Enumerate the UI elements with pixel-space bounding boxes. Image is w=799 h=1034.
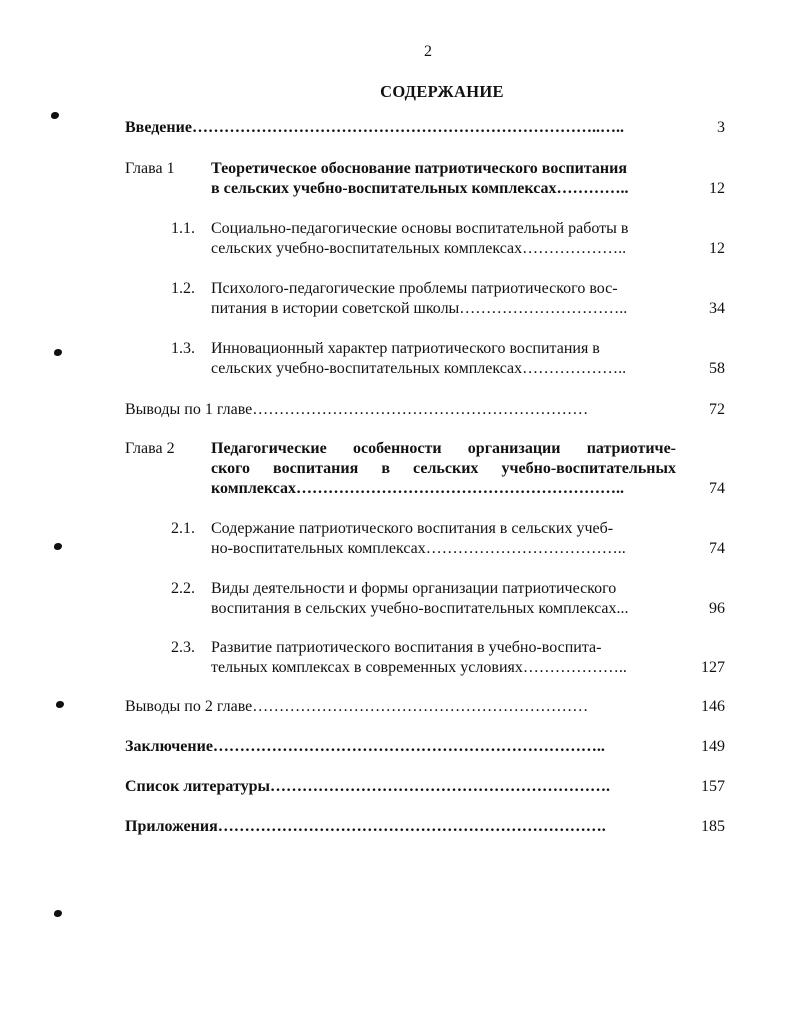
- chapter-title-line: ского воспитания в сельских учебно-воспитательных: [211, 460, 676, 477]
- section-label: 2.1.: [171, 520, 195, 537]
- toc-entry-section-2-2[interactable]: [125, 579, 725, 619]
- chapter-title-line: Педагогические особенности организации патриотиче-: [211, 440, 676, 457]
- toc-entry-text: Введение…………………………………………………………………..…..: [125, 119, 624, 136]
- toc-entry-references[interactable]: [125, 777, 725, 797]
- section-title-line: Социально-педагогические основы воспитательной работы в: [211, 220, 629, 237]
- section-title-line: но-воспитательных комплексах………………………………..: [211, 540, 626, 557]
- toc-page-number: 149: [701, 738, 725, 755]
- section-title-line: Содержание патриотического воспитания в сельских учеб-: [211, 520, 614, 537]
- section-label: 1.2.: [171, 280, 195, 297]
- toc-page-number: 146: [701, 698, 725, 715]
- toc-entry-text: Выводы по 1 главе………………………………………………………: [125, 401, 589, 418]
- toc-entry-text: Заключение………………………………………………………………..: [125, 738, 605, 755]
- chapter-label: Глава 1: [125, 160, 175, 177]
- toc-page-number: 58: [709, 360, 725, 377]
- binding-hole-mark: [54, 910, 62, 917]
- toc-entry-section-1-2[interactable]: [125, 279, 725, 319]
- section-title-line: воспитания в сельских учебно-воспитательных комплексах...: [211, 600, 629, 617]
- toc-entry-section-1-1[interactable]: [125, 219, 725, 259]
- toc-page-number: 34: [709, 300, 725, 317]
- chapter-title-line: в сельских учебно-воспитательных комплексах…………..: [211, 180, 629, 197]
- section-label: 1.3.: [171, 340, 195, 357]
- toc-entry-text: Список литературы……………………………………………………….: [125, 778, 610, 795]
- toc-entry-section-1-3[interactable]: [125, 339, 725, 379]
- toc-page-number: 72: [709, 401, 725, 418]
- toc-page-number: 3: [717, 119, 725, 136]
- toc-entry-chapter-1[interactable]: [125, 159, 725, 199]
- toc-entry-appendices[interactable]: [125, 817, 725, 837]
- binding-hole-mark: [56, 701, 64, 708]
- binding-hole-mark: [54, 543, 62, 550]
- binding-hole-mark: [54, 349, 62, 356]
- toc-entry-conclusion[interactable]: [125, 737, 725, 757]
- section-title-line: питания в истории советской школы…………………………..: [211, 300, 628, 317]
- toc-page-number: 74: [709, 540, 725, 557]
- binding-hole-mark: [51, 112, 59, 119]
- toc-page-number: 185: [701, 818, 725, 835]
- section-title-line: сельских учебно-воспитательных комплексах………………..: [211, 360, 627, 377]
- toc-page-number: 127: [701, 659, 725, 676]
- chapter-title-line: Теоретическое обоснование патриотического воспитания: [211, 160, 628, 177]
- toc-entry-conclusions-2[interactable]: [125, 697, 725, 717]
- toc-page-number: 74: [709, 480, 725, 497]
- section-label: 2.3.: [171, 639, 195, 656]
- chapter-label: Глава 2: [125, 440, 175, 457]
- page-title: СОДЕРЖАНИЕ: [380, 82, 504, 101]
- section-title-line: Развитие патриотического воспитания в учебно-воспита-: [211, 639, 602, 656]
- toc-entry-text: Выводы по 2 главе………………………………………………………: [125, 698, 589, 715]
- toc-entry-text: Приложения……………………………………………………………….: [125, 818, 606, 835]
- chapter-title-line: комплексах……………………………………………………..: [211, 480, 625, 497]
- toc-entry-section-2-1[interactable]: [125, 519, 725, 559]
- section-title-line: тельных комплексах в современных условиях………………..: [211, 659, 627, 676]
- section-title-line: сельских учебно-воспитательных комплексах………………..: [211, 240, 627, 257]
- toc-entry-intro[interactable]: [125, 118, 725, 138]
- toc-page-number: 96: [709, 600, 725, 617]
- section-title-line: Виды деятельности и формы организации патриотического: [211, 580, 617, 597]
- toc-entry-chapter-2[interactable]: [125, 439, 725, 499]
- toc-page-number: 12: [709, 240, 725, 257]
- toc-page-number: 157: [701, 778, 725, 795]
- section-title-line: Психолого-педагогические проблемы патриотического вос-: [211, 280, 618, 297]
- section-label: 1.1.: [171, 220, 195, 237]
- page-number: 2: [424, 43, 432, 60]
- section-title-line: Инновационный характер патриотического воспитания в: [211, 340, 600, 357]
- toc-entry-conclusions-1[interactable]: [125, 400, 725, 420]
- toc-page-number: 12: [709, 180, 725, 197]
- toc-entry-section-2-3[interactable]: [125, 638, 725, 678]
- section-label: 2.2.: [171, 580, 195, 597]
